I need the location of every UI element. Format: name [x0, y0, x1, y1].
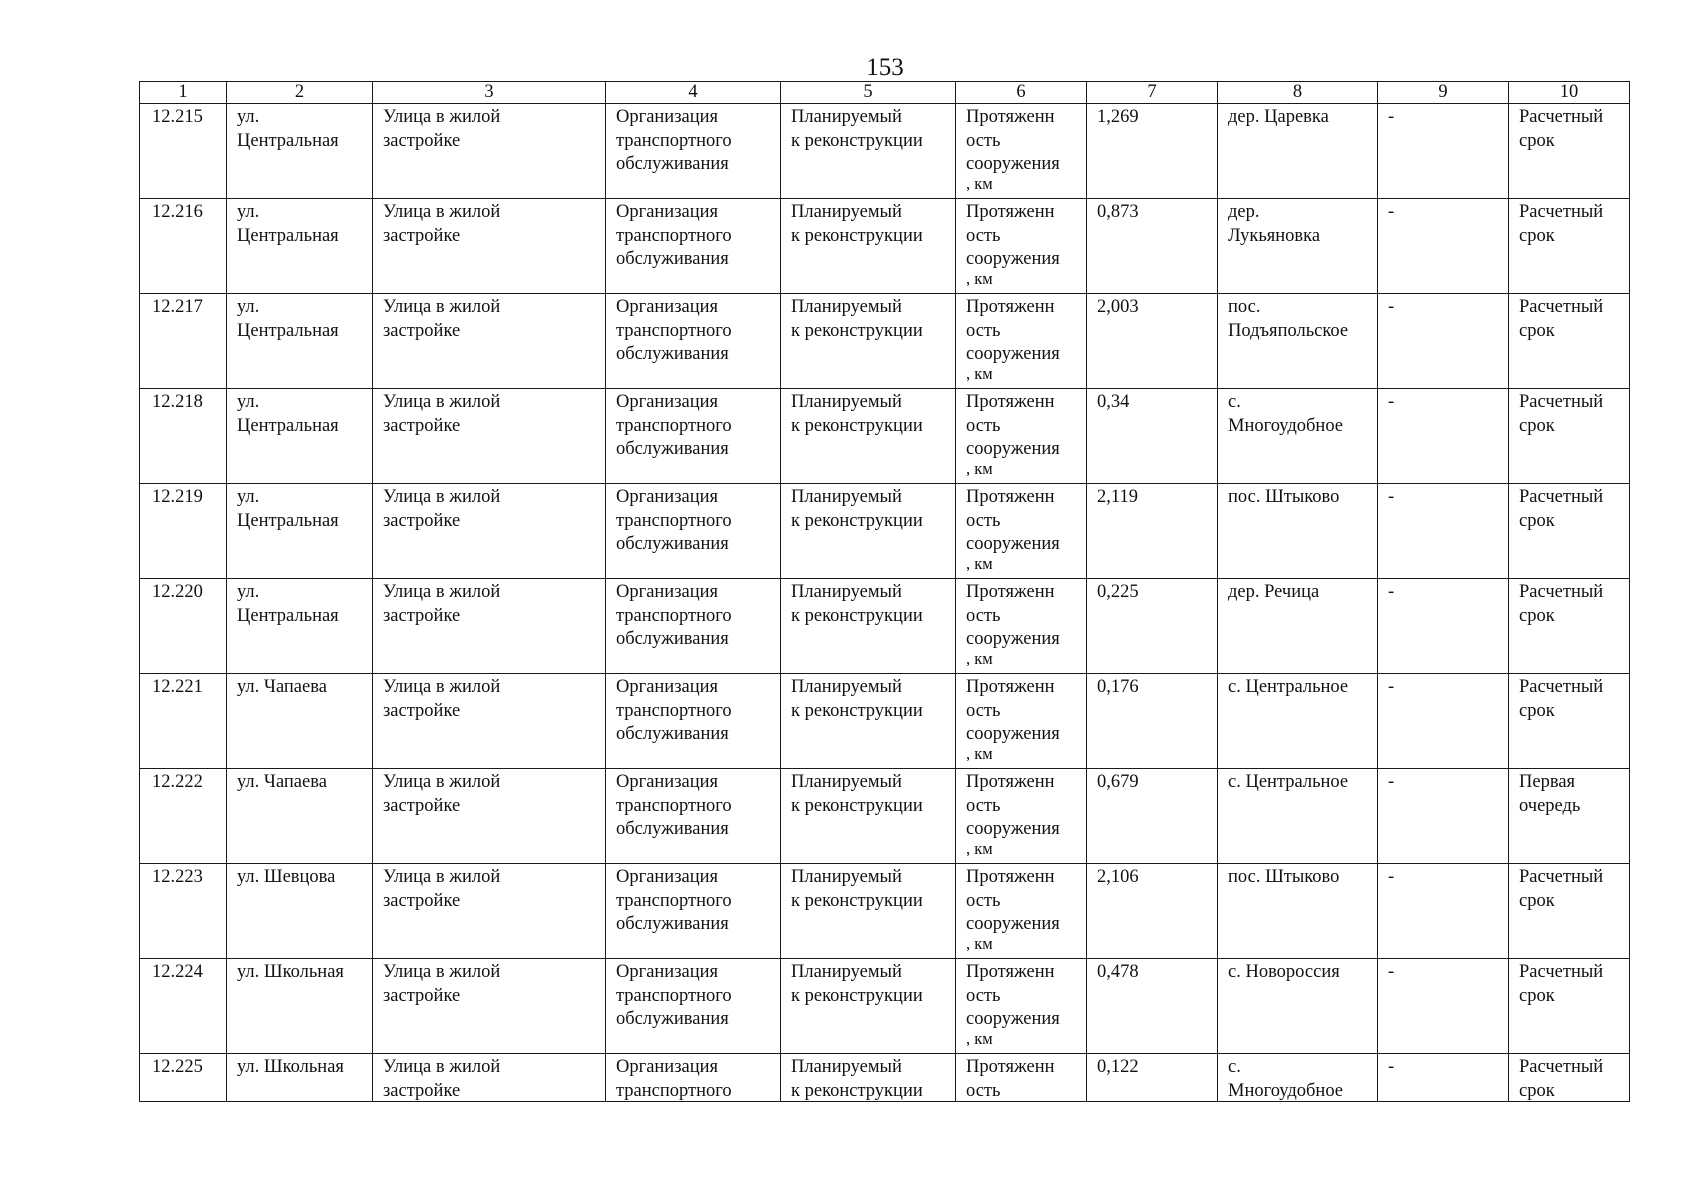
cell-term-text: Расчетный срок [1519, 867, 1604, 911]
cell-term-text: Первая очередь [1519, 772, 1581, 816]
cell-term-text: Расчетный срок [1519, 392, 1604, 436]
cell-parameter [956, 389, 1087, 484]
cell-number [140, 769, 227, 864]
cell-number-text: 12.216 [152, 202, 203, 222]
cell-parameter [956, 769, 1087, 864]
cell-object-type-text: Улица в жилой застройке [383, 677, 501, 721]
cell-object-type-text: Улица в жилой застройке [383, 1057, 501, 1101]
cell-number [140, 294, 227, 389]
cell-object-type-text: Улица в жилой застройке [383, 962, 501, 1006]
cell-purpose-text: Организация транспортного обслуживания [616, 297, 732, 364]
cell-street [227, 864, 373, 959]
cell-street-text: ул. Школьная [237, 962, 344, 982]
cell-purpose [606, 769, 781, 864]
cell-status [781, 389, 956, 484]
cell-term [1509, 104, 1630, 199]
cell-value-text: 2,106 [1097, 867, 1139, 887]
cell-location [1218, 294, 1378, 389]
cell-value [1087, 389, 1218, 484]
cell-location-text: дер. Речица [1228, 582, 1320, 602]
cell-object-type-text: Улица в жилой застройке [383, 867, 501, 911]
cell-col9-text: - [1388, 867, 1395, 887]
cell-value-text: 0,34 [1097, 392, 1130, 412]
cell-term [1509, 484, 1630, 579]
cell-number-text: 12.224 [152, 962, 203, 982]
cell-value [1087, 769, 1218, 864]
cell-col9-text: - [1388, 202, 1395, 222]
cell-object-type-text: Улица в жилой застройке [383, 202, 501, 246]
cell-street-text: ул. Центральная [237, 202, 339, 246]
table-row [140, 1054, 1630, 1102]
cell-purpose [606, 389, 781, 484]
cell-status [781, 769, 956, 864]
cell-purpose [606, 959, 781, 1054]
cell-status [781, 674, 956, 769]
cell-object-type [373, 579, 606, 674]
cell-unit-text: , км [966, 1031, 993, 1046]
header-cell: 5 [781, 82, 956, 104]
cell-col9 [1378, 769, 1509, 864]
cell-unit-text: , км [966, 651, 993, 666]
cell-number-text: 12.217 [152, 297, 203, 317]
header-cell: 6 [956, 82, 1087, 104]
cell-location [1218, 199, 1378, 294]
cell-number [140, 579, 227, 674]
cell-col9-text: - [1388, 297, 1395, 317]
cell-street-text: ул. Шевцова [237, 867, 336, 887]
cell-col9-text: - [1388, 1057, 1395, 1077]
cell-street [227, 199, 373, 294]
cell-unit-text: , км [966, 271, 993, 286]
cell-street [227, 769, 373, 864]
cell-location [1218, 389, 1378, 484]
cell-unit-text: , км [966, 841, 993, 856]
cell-col9 [1378, 104, 1509, 199]
table-row [140, 104, 1630, 199]
table-row [140, 199, 1630, 294]
cell-parameter-text: Протяженн ость сооружения [966, 107, 1060, 174]
cell-status [781, 294, 956, 389]
cell-value [1087, 484, 1218, 579]
cell-col9-text: - [1388, 677, 1395, 697]
cell-unit-text: , км [966, 176, 993, 191]
cell-number-text: 12.219 [152, 487, 203, 507]
cell-unit-text: , км [966, 746, 993, 761]
cell-value [1087, 864, 1218, 959]
header-cell: 3 [373, 82, 606, 104]
cell-value [1087, 1054, 1218, 1102]
cell-purpose [606, 1054, 781, 1102]
cell-parameter [956, 104, 1087, 199]
cell-number [140, 674, 227, 769]
table-row [140, 389, 1630, 484]
cell-parameter [956, 199, 1087, 294]
cell-object-type-text: Улица в жилой застройке [383, 297, 501, 341]
cell-street [227, 294, 373, 389]
cell-location-text: с. Новороссия [1228, 962, 1340, 982]
cell-street-text: ул. Центральная [237, 392, 339, 436]
cell-term-text: Расчетный срок [1519, 107, 1604, 151]
cell-street-text: ул. Чапаева [237, 772, 327, 792]
cell-purpose-text: Организация транспортного обслуживания [616, 962, 732, 1029]
cell-status-text: Планируемый к реконструкции [791, 107, 923, 151]
cell-parameter [956, 864, 1087, 959]
cell-value-text: 0,679 [1097, 772, 1139, 792]
cell-purpose [606, 674, 781, 769]
cell-value [1087, 199, 1218, 294]
cell-col9 [1378, 1054, 1509, 1102]
cell-street [227, 484, 373, 579]
cell-col9 [1378, 864, 1509, 959]
cell-parameter [956, 1054, 1087, 1102]
cell-purpose-text: Организация транспортного обслуживания [616, 107, 732, 174]
table-row [140, 294, 1630, 389]
cell-col9 [1378, 484, 1509, 579]
cell-term [1509, 294, 1630, 389]
cell-col9-text: - [1388, 772, 1395, 792]
cell-purpose-text: Организация транспортного обслуживания [616, 392, 732, 459]
cell-location [1218, 864, 1378, 959]
cell-object-type [373, 864, 606, 959]
cell-number-text: 12.220 [152, 582, 203, 602]
cell-col9 [1378, 389, 1509, 484]
cell-value-text: 1,269 [1097, 107, 1139, 127]
cell-purpose-text: Организация транспортного обслуживания [616, 582, 732, 649]
cell-number [140, 104, 227, 199]
cell-object-type-text: Улица в жилой застройке [383, 582, 501, 626]
cell-col9-text: - [1388, 582, 1395, 602]
cell-status [781, 579, 956, 674]
cell-location [1218, 1054, 1378, 1102]
cell-location-text: с. Многоудобное [1228, 392, 1344, 436]
cell-status [781, 104, 956, 199]
table-row [140, 769, 1630, 864]
cell-street-text: ул. Центральная [237, 107, 339, 151]
cell-number [140, 1054, 227, 1102]
cell-term [1509, 579, 1630, 674]
header-row [140, 82, 1630, 104]
cell-col9 [1378, 959, 1509, 1054]
cell-col9-text: - [1388, 392, 1395, 412]
cell-number-text: 12.225 [152, 1057, 203, 1077]
cell-number [140, 389, 227, 484]
cell-value-text: 0,873 [1097, 202, 1139, 222]
cell-term [1509, 674, 1630, 769]
table-body [140, 104, 1630, 1102]
header-cell: 4 [606, 82, 781, 104]
cell-status-text: Планируемый к реконструкции [791, 867, 923, 911]
cell-term-text: Расчетный срок [1519, 962, 1604, 1006]
cell-value [1087, 674, 1218, 769]
cell-value-text: 2,003 [1097, 297, 1139, 317]
cell-street [227, 1054, 373, 1102]
cell-number [140, 199, 227, 294]
cell-purpose [606, 579, 781, 674]
cell-unit-text: , км [966, 461, 993, 476]
cell-street [227, 674, 373, 769]
cell-purpose-text: Организация транспортного [616, 1057, 732, 1101]
header-cell: 9 [1378, 82, 1509, 104]
cell-street-text: ул. Центральная [237, 297, 339, 341]
cell-col9 [1378, 579, 1509, 674]
cell-street [227, 389, 373, 484]
cell-status-text: Планируемый к реконструкции [791, 962, 923, 1006]
cell-status [781, 959, 956, 1054]
cell-parameter [956, 484, 1087, 579]
cell-value [1087, 294, 1218, 389]
cell-location-text: дер. Лукьяновка [1228, 202, 1321, 246]
cell-location-text: с. Центральное [1228, 677, 1349, 697]
cell-street-text: ул. Центральная [237, 582, 339, 626]
data-table [139, 81, 1630, 1102]
cell-location [1218, 674, 1378, 769]
cell-col9 [1378, 674, 1509, 769]
cell-purpose [606, 104, 781, 199]
cell-term-text: Расчетный срок [1519, 1057, 1604, 1101]
cell-term [1509, 389, 1630, 484]
cell-street-text: ул. Школьная [237, 1057, 344, 1077]
cell-status-text: Планируемый к реконструкции [791, 677, 923, 721]
table-row [140, 484, 1630, 579]
cell-number-text: 12.223 [152, 867, 203, 887]
cell-object-type [373, 104, 606, 199]
cell-parameter-text: Протяженн ость сооружения [966, 962, 1060, 1029]
table-row [140, 959, 1630, 1054]
cell-parameter-text: Протяженн ость сооружения [966, 772, 1060, 839]
cell-value [1087, 104, 1218, 199]
cell-purpose-text: Организация транспортного обслуживания [616, 677, 732, 744]
cell-parameter-text: Протяженн ость сооружения [966, 487, 1060, 554]
cell-purpose-text: Организация транспортного обслуживания [616, 202, 732, 269]
header-cell: 2 [227, 82, 373, 104]
cell-object-type [373, 1054, 606, 1102]
cell-location [1218, 959, 1378, 1054]
cell-location-text: пос. Штыково [1228, 487, 1340, 507]
cell-status [781, 1054, 956, 1102]
header-cell: 8 [1218, 82, 1378, 104]
cell-term [1509, 769, 1630, 864]
cell-parameter-text: Протяженн ость сооружения [966, 297, 1060, 364]
cell-object-type-text: Улица в жилой застройке [383, 487, 501, 531]
cell-value-text: 0,478 [1097, 962, 1139, 982]
cell-status-text: Планируемый к реконструкции [791, 772, 923, 816]
table-row [140, 674, 1630, 769]
cell-object-type-text: Улица в жилой застройке [383, 392, 501, 436]
cell-status-text: Планируемый к реконструкции [791, 1057, 923, 1101]
cell-street-text: ул. Чапаева [237, 677, 327, 697]
cell-status-text: Планируемый к реконструкции [791, 487, 923, 531]
cell-object-type [373, 674, 606, 769]
cell-purpose-text: Организация транспортного обслуживания [616, 867, 732, 934]
cell-number-text: 12.222 [152, 772, 203, 792]
cell-status-text: Планируемый к реконструкции [791, 202, 923, 246]
cell-parameter [956, 579, 1087, 674]
cell-street [227, 579, 373, 674]
cell-number [140, 484, 227, 579]
cell-purpose [606, 864, 781, 959]
cell-value-text: 0,176 [1097, 677, 1139, 697]
cell-col9 [1378, 199, 1509, 294]
cell-status-text: Планируемый к реконструкции [791, 582, 923, 626]
cell-object-type-text: Улица в жилой застройке [383, 107, 501, 151]
cell-term [1509, 1054, 1630, 1102]
cell-term-text: Расчетный срок [1519, 202, 1604, 246]
cell-object-type [373, 484, 606, 579]
cell-number-text: 12.215 [152, 107, 203, 127]
cell-parameter-text: Протяженн ость сооружения [966, 392, 1060, 459]
cell-purpose-text: Организация транспортного обслуживания [616, 487, 732, 554]
cell-purpose-text: Организация транспортного обслуживания [616, 772, 732, 839]
cell-purpose [606, 484, 781, 579]
cell-col9-text: - [1388, 962, 1395, 982]
cell-unit-text: , км [966, 556, 993, 571]
cell-term-text: Расчетный срок [1519, 297, 1604, 341]
cell-parameter-text: Протяженн ость сооружения [966, 202, 1060, 269]
cell-street [227, 104, 373, 199]
page-number: 153 [866, 54, 904, 81]
cell-street-text: ул. Центральная [237, 487, 339, 531]
cell-status [781, 199, 956, 294]
cell-unit-text: , км [966, 936, 993, 951]
cell-location [1218, 579, 1378, 674]
table-row [140, 864, 1630, 959]
cell-object-type [373, 769, 606, 864]
cell-term [1509, 864, 1630, 959]
cell-street [227, 959, 373, 1054]
cell-object-type [373, 959, 606, 1054]
cell-term [1509, 199, 1630, 294]
table-header [140, 82, 1630, 104]
cell-value-text: 2,119 [1097, 487, 1138, 507]
cell-unit-text: , км [966, 366, 993, 381]
cell-number-text: 12.218 [152, 392, 203, 412]
cell-location [1218, 484, 1378, 579]
cell-object-type-text: Улица в жилой застройке [383, 772, 501, 816]
cell-object-type [373, 389, 606, 484]
cell-term-text: Расчетный срок [1519, 487, 1604, 531]
cell-object-type [373, 199, 606, 294]
cell-number-text: 12.221 [152, 677, 203, 697]
cell-location-text: пос. Штыково [1228, 867, 1340, 887]
cell-value-text: 0,122 [1097, 1057, 1139, 1077]
cell-col9 [1378, 294, 1509, 389]
cell-col9-text: - [1388, 487, 1395, 507]
cell-location-text: с. Центральное [1228, 772, 1349, 792]
cell-location-text: дер. Царевка [1228, 107, 1329, 127]
cell-location-text: с. Многоудобное [1228, 1057, 1344, 1101]
cell-object-type [373, 294, 606, 389]
cell-term [1509, 959, 1630, 1054]
table-row [140, 579, 1630, 674]
cell-parameter [956, 294, 1087, 389]
cell-term-text: Расчетный срок [1519, 677, 1604, 721]
cell-location-text: пос. Подъяпольское [1228, 297, 1349, 341]
cell-parameter [956, 674, 1087, 769]
header-cell: 10 [1509, 82, 1630, 104]
cell-col9-text: - [1388, 107, 1395, 127]
cell-parameter-text: Протяженн ость сооружения [966, 582, 1060, 649]
cell-parameter [956, 959, 1087, 1054]
header-cell: 1 [140, 82, 227, 104]
cell-number [140, 959, 227, 1054]
cell-value-text: 0,225 [1097, 582, 1139, 602]
cell-parameter-text: Протяженн ость сооружения [966, 677, 1060, 744]
cell-term-text: Расчетный срок [1519, 582, 1604, 626]
cell-parameter-text: Протяженн ость [966, 1057, 1055, 1101]
cell-number [140, 864, 227, 959]
cell-purpose [606, 199, 781, 294]
cell-value [1087, 959, 1218, 1054]
cell-location [1218, 104, 1378, 199]
cell-purpose [606, 294, 781, 389]
cell-status [781, 864, 956, 959]
cell-value [1087, 579, 1218, 674]
cell-status-text: Планируемый к реконструкции [791, 392, 923, 436]
cell-status [781, 484, 956, 579]
cell-location [1218, 769, 1378, 864]
cell-status-text: Планируемый к реконструкции [791, 297, 923, 341]
cell-parameter-text: Протяженн ость сооружения [966, 867, 1060, 934]
header-cell: 7 [1087, 82, 1218, 104]
